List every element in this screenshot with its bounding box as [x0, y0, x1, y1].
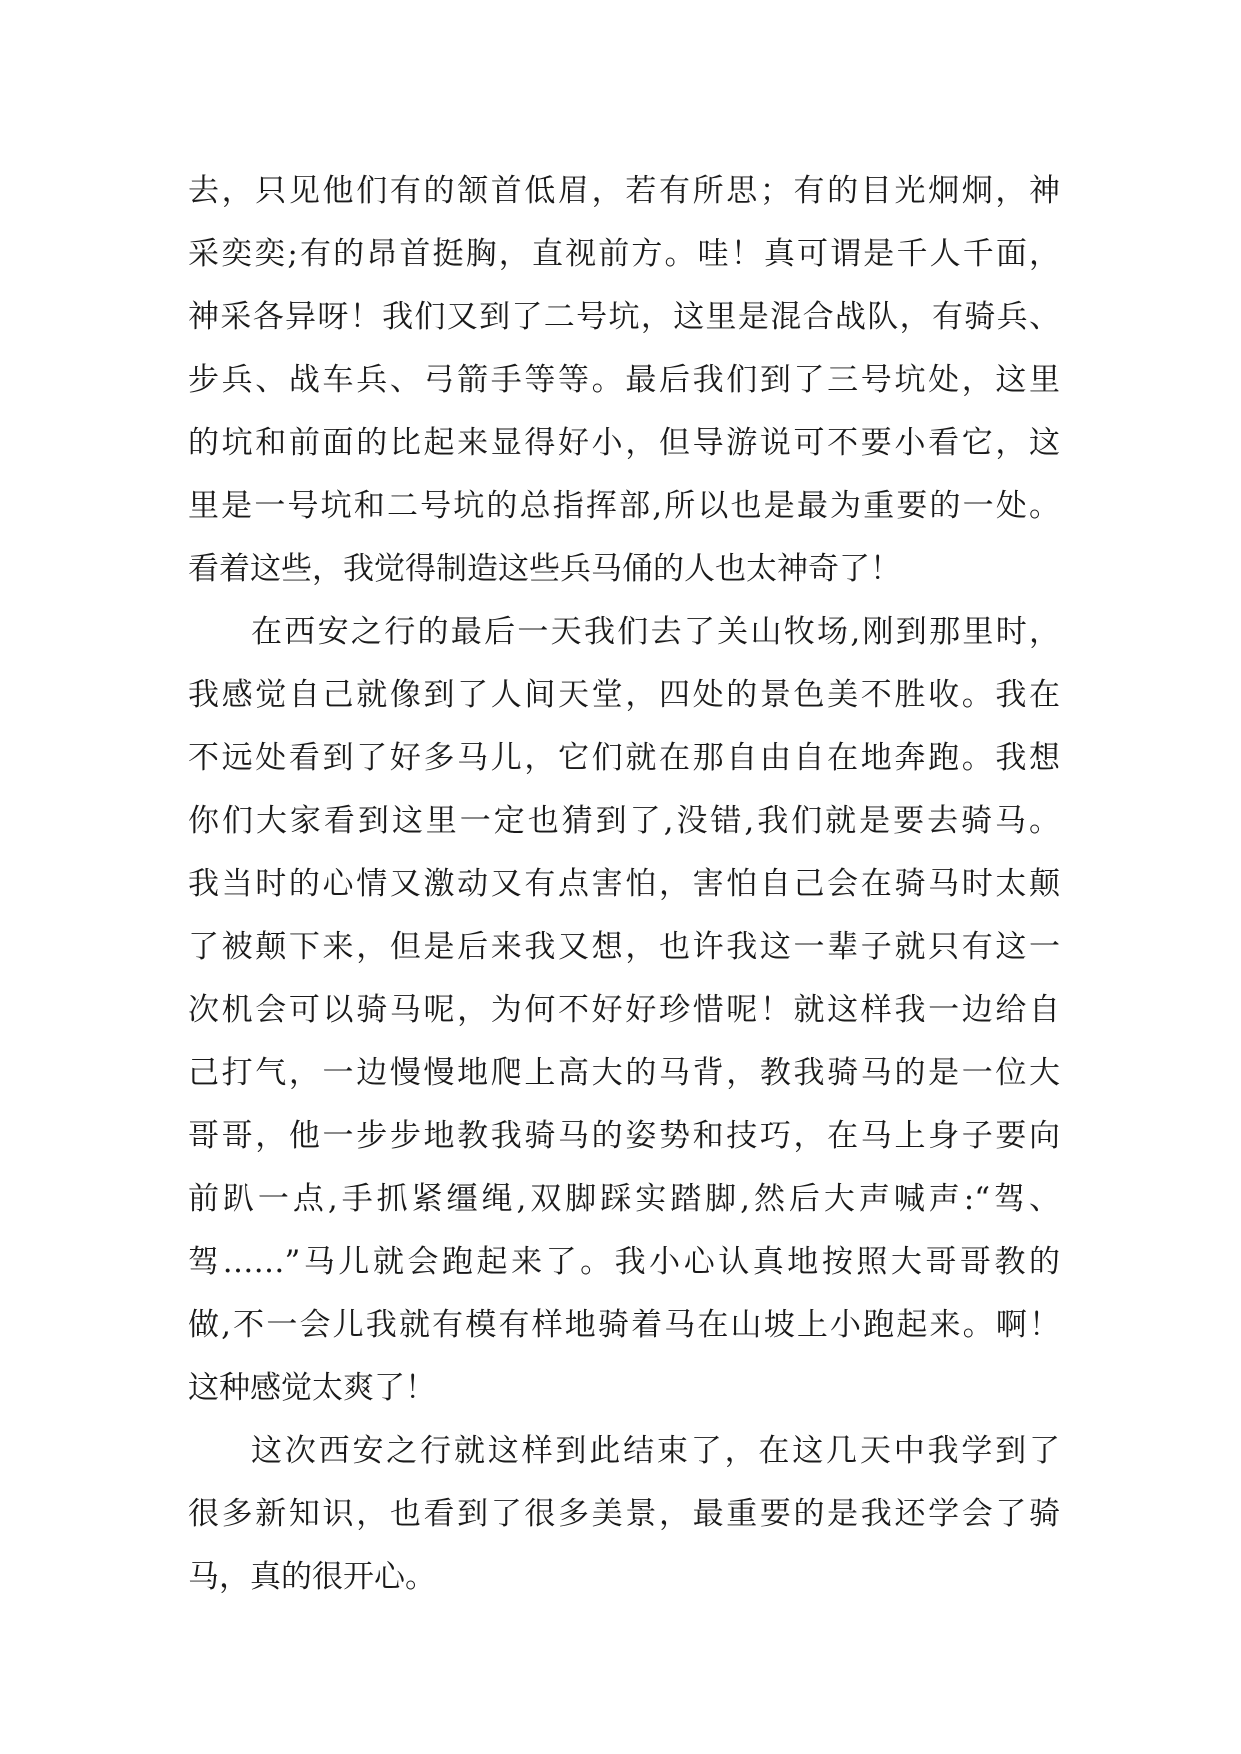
text-line: 神采各异呀！我们又到了二号坑，这里是混合战队，有骑兵、 — [188, 299, 1060, 335]
text-line: 我当时的心情又激动又有点害怕，害怕自己会在骑马时太颠 — [188, 866, 1060, 902]
text-line: 你们大家看到这里一定也猜到了,没错,我们就是要去骑马。 — [188, 803, 1060, 839]
text-line: 里是一号坑和二号坑的总指挥部,所以也是最为重要的一处。 — [188, 488, 1060, 524]
text-line: 这种感觉太爽了！ — [188, 1370, 436, 1406]
text-line: 马，真的很开心。 — [188, 1559, 436, 1595]
text-line: 己打气，一边慢慢地爬上高大的马背，教我骑马的是一位大 — [188, 1055, 1060, 1091]
text-line: 驾……”马儿就会跑起来了。我小心认真地按照大哥哥教的 — [188, 1244, 1060, 1280]
text-line: 步兵、战车兵、弓箭手等等。最后我们到了三号坑处，这里 — [188, 362, 1060, 398]
paragraph-3 — [188, 1420, 1060, 1609]
text-line: 次机会可以骑马呢，为何不好好珍惜呢！就这样我一边给自 — [188, 992, 1060, 1028]
text-line: 这次西安之行就这样到此结束了，在这几天中我学到了 — [251, 1433, 1060, 1469]
text-line: 做,不一会儿我就有模有样地骑着马在山坡上小跑起来。啊！ — [188, 1307, 1060, 1343]
text-line: 很多新知识，也看到了很多美景，最重要的是我还学会了骑 — [188, 1496, 1060, 1532]
paragraph-1 — [188, 160, 1060, 601]
text-line: 了被颠下来，但是后来我又想，也许我这一辈子就只有这一 — [188, 929, 1060, 965]
text-line: 哥哥，他一步步地教我骑马的姿势和技巧，在马上身子要向 — [188, 1118, 1060, 1154]
text-line: 看着这些，我觉得制造这些兵马俑的人也太神奇了！ — [188, 551, 901, 587]
text-line: 采奕奕;有的昂首挺胸，直视前方。哇！真可谓是千人千面， — [188, 236, 1060, 272]
text-line: 前趴一点,手抓紧缰绳,双脚踩实踏脚,然后大声喊声:“驾、 — [188, 1181, 1060, 1217]
body-text — [188, 160, 1060, 1609]
text-line: 去，只见他们有的颔首低眉，若有所思；有的目光炯炯，神 — [188, 173, 1060, 209]
text-line: 在西安之行的最后一天我们去了关山牧场,刚到那里时， — [251, 614, 1060, 650]
text-line: 的坑和前面的比起来显得好小，但导游说可不要小看它，这 — [188, 425, 1060, 461]
paragraph-2 — [188, 601, 1060, 1420]
text-line: 我感觉自己就像到了人间天堂，四处的景色美不胜收。我在 — [188, 677, 1060, 713]
text-line: 不远处看到了好多马儿，它们就在那自由自在地奔跑。我想 — [188, 740, 1060, 776]
